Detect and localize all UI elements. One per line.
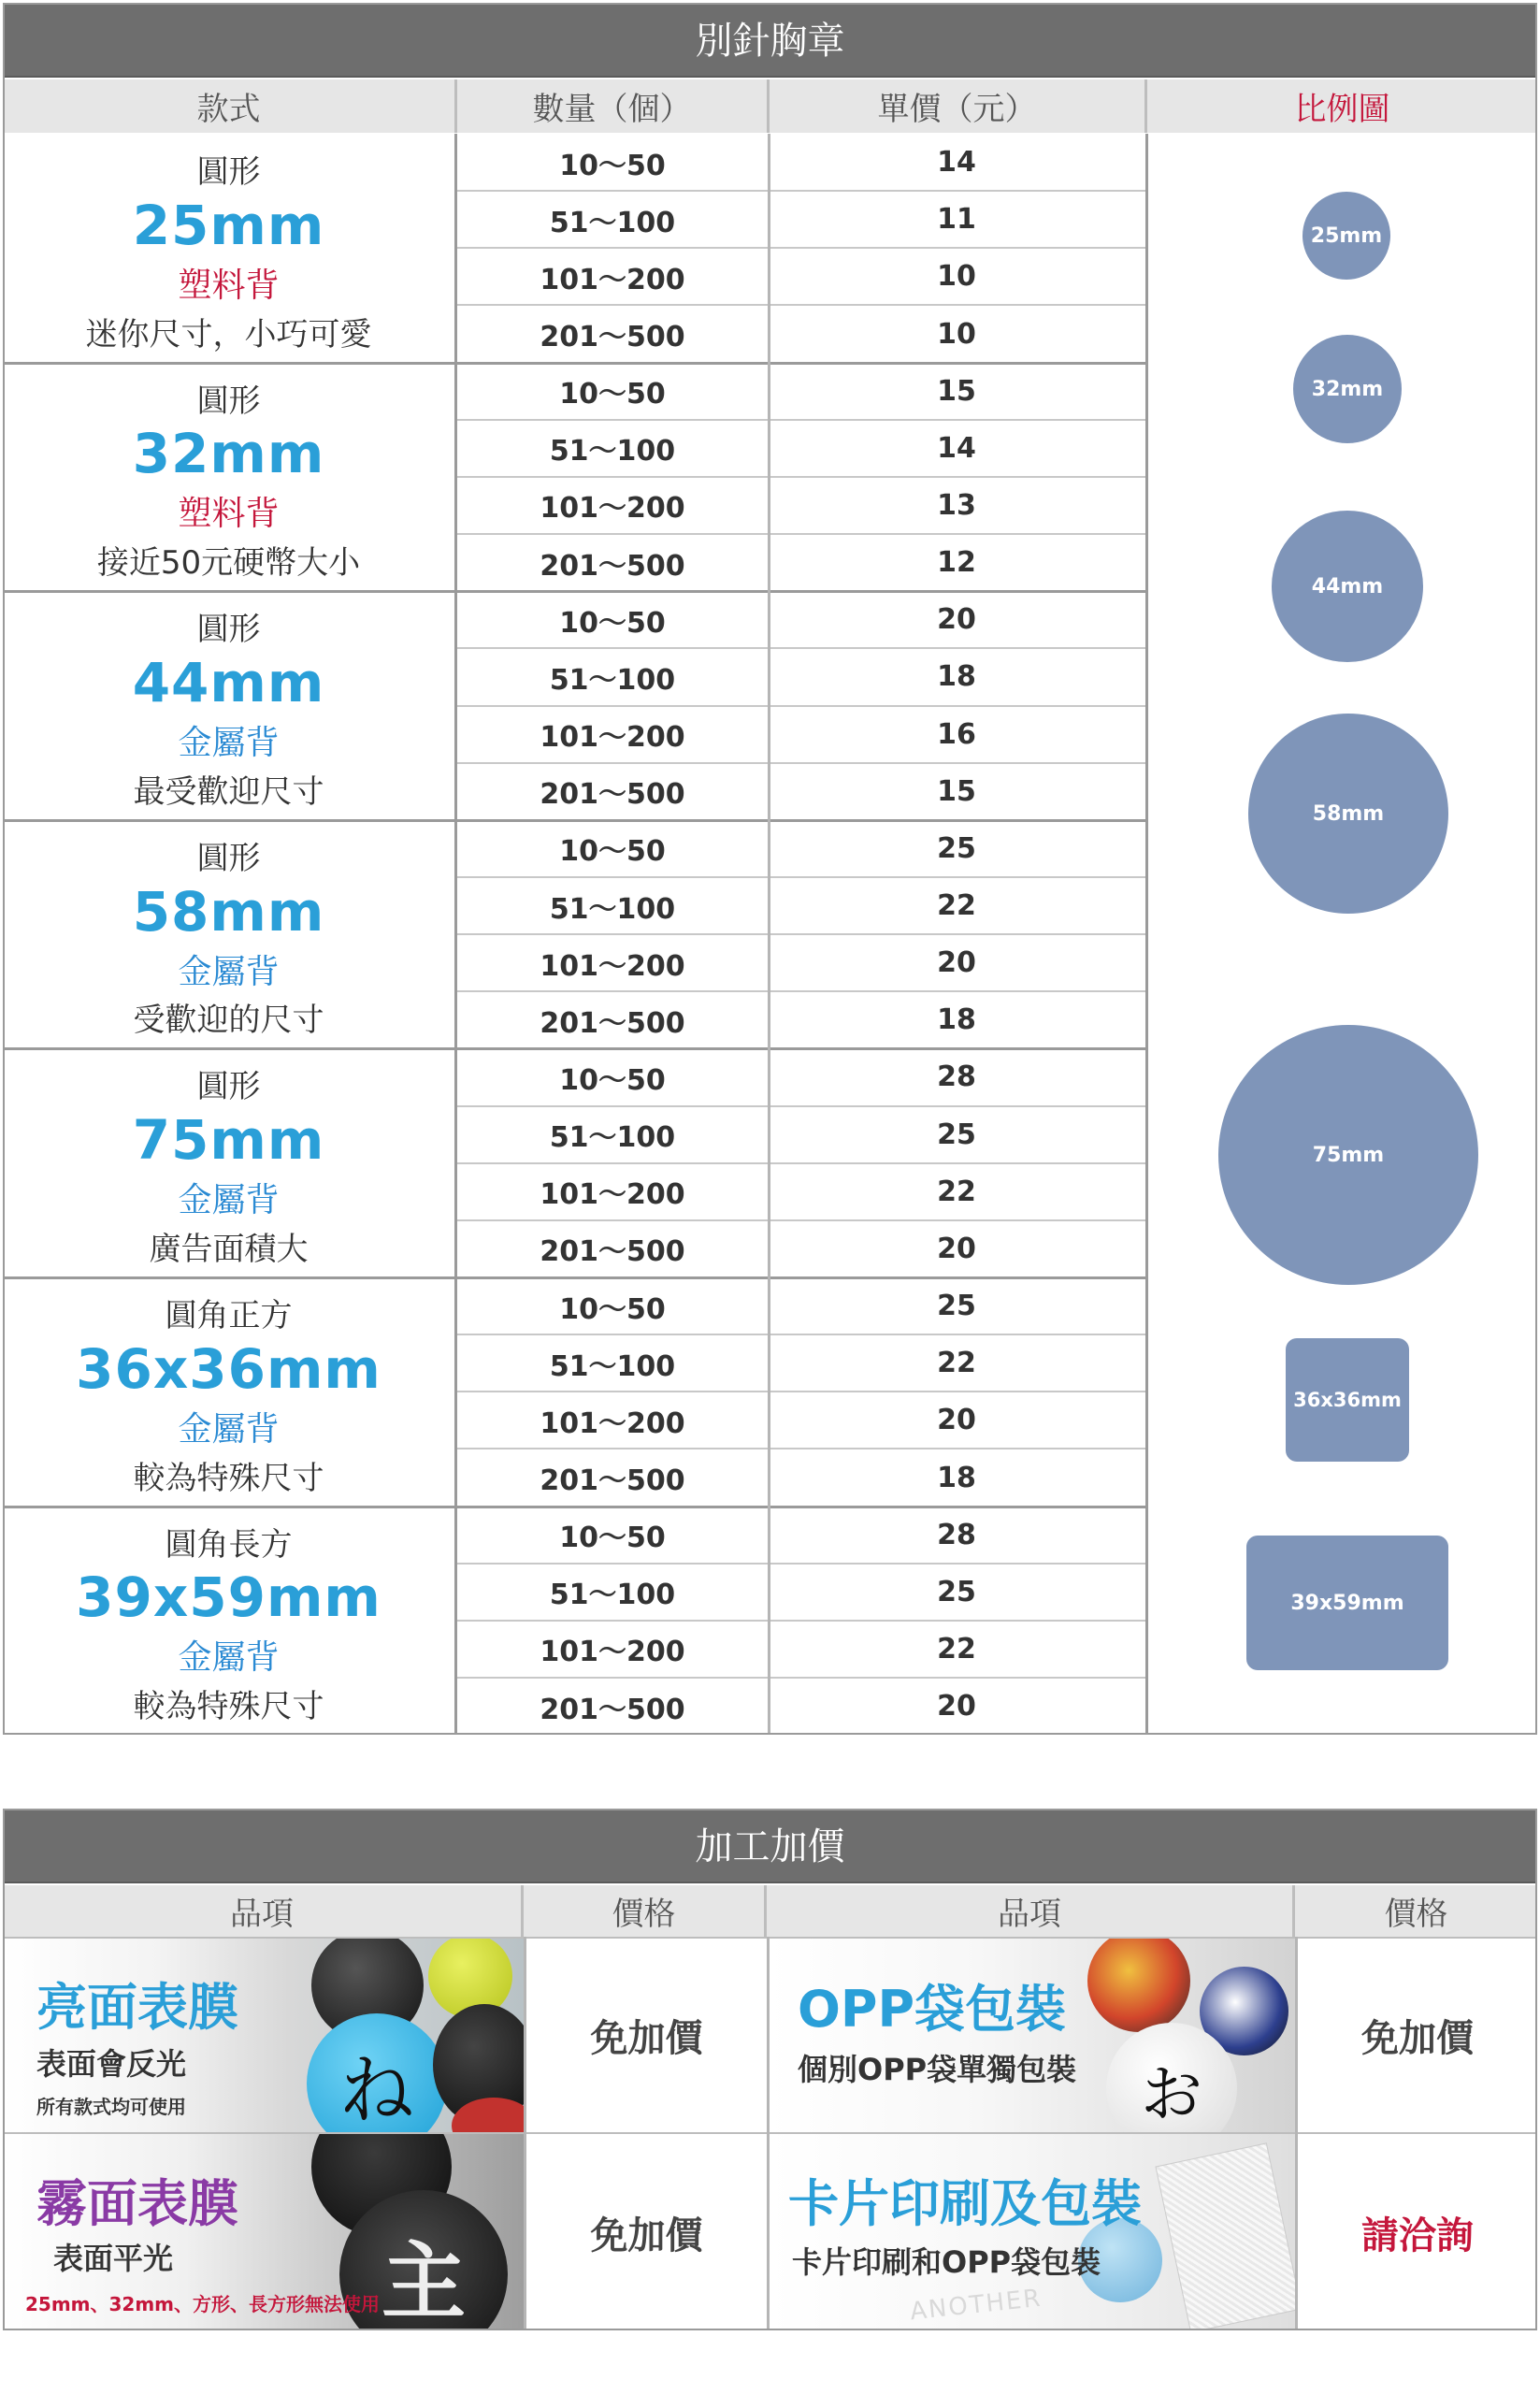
badge-shape: 圓角長方 xyxy=(165,1525,293,1564)
diagram-39x59mm: 39x59mm xyxy=(1246,1536,1448,1670)
tier-divider xyxy=(457,1105,1147,1107)
unit-price: 28 xyxy=(937,1518,976,1551)
badge-back-type: 金屬背 xyxy=(178,1638,280,1678)
badge-back-type: 金屬背 xyxy=(178,952,280,991)
qty-range: 101～200 xyxy=(540,721,685,755)
group-divider xyxy=(3,362,1147,365)
header-item-right: 品項 xyxy=(767,1885,1295,1937)
qty-range: 10～50 xyxy=(559,1063,666,1097)
unit-price: 22 xyxy=(937,1632,976,1666)
qty-range: 101～200 xyxy=(540,1636,685,1669)
group-divider xyxy=(3,590,1147,593)
tier-divider xyxy=(457,647,1147,649)
tier-divider xyxy=(457,933,1147,935)
badge-size: 58mm xyxy=(132,879,325,944)
header-style: 款式 xyxy=(3,79,457,133)
qty-range: 101～200 xyxy=(540,1406,685,1440)
option-glossy-subtitle: 表面會反光 xyxy=(36,2046,187,2082)
header-item-left: 品項 xyxy=(3,1885,524,1937)
diagram-44mm: 44mm xyxy=(1272,511,1423,662)
badge-description: 接近50元硬幣大小 xyxy=(96,544,361,583)
table-title: 別針胸章 xyxy=(3,3,1537,78)
group-divider xyxy=(3,1276,1147,1279)
badge-description: 廣告面積大 xyxy=(149,1231,309,1268)
tier-divider xyxy=(457,1334,1147,1335)
unit-price: 12 xyxy=(937,546,976,580)
badge-price-table xyxy=(3,3,1537,1733)
group-divider xyxy=(3,1047,1147,1050)
unit-price: 25 xyxy=(937,1118,976,1151)
unit-price: 11 xyxy=(937,203,976,237)
diagram-58mm: 58mm xyxy=(1248,714,1448,914)
badge-back-type: 金屬背 xyxy=(178,723,280,762)
header-price-right: 價格 xyxy=(1295,1885,1537,1937)
processing-title: 加工加價 xyxy=(3,1809,1537,1883)
tier-divider xyxy=(457,304,1147,306)
option-matte-title: 霧面表膜 xyxy=(36,2174,238,2233)
badge-description: 較為特殊尺寸 xyxy=(133,1459,324,1497)
badge-photo-matte-main: 主 xyxy=(339,2190,508,2330)
unit-price: 10 xyxy=(937,260,976,294)
diagram-32mm: 32mm xyxy=(1293,335,1402,443)
option-opp-price: 免加價 xyxy=(1361,2017,1474,2060)
qty-range: 101～200 xyxy=(540,492,685,526)
diagram-column xyxy=(1147,134,1537,1735)
diagram-25mm: 25mm xyxy=(1303,192,1390,280)
badge-back-type: 金屬背 xyxy=(178,1181,280,1220)
qty-range: 10～50 xyxy=(559,835,666,869)
badge-photo-blue: ね xyxy=(307,2013,447,2132)
badge-shape: 圓形 xyxy=(196,839,261,877)
unit-price: 20 xyxy=(937,1690,976,1723)
qty-range: 201～500 xyxy=(540,321,685,353)
badge-description: 較為特殊尺寸 xyxy=(133,1688,324,1726)
badge-back-type: 塑料背 xyxy=(178,266,280,305)
style-cell xyxy=(3,1048,454,1277)
unit-price: 22 xyxy=(937,1347,976,1380)
unit-price: 15 xyxy=(937,374,976,408)
option-matte-price: 免加價 xyxy=(590,2214,703,2257)
group-divider xyxy=(3,819,1147,822)
qty-range: 101～200 xyxy=(540,1178,685,1212)
unit-price: 20 xyxy=(937,1232,976,1265)
qty-range: 101～200 xyxy=(540,263,685,296)
style-cell xyxy=(3,134,454,363)
unit-price: 22 xyxy=(937,1175,976,1208)
header-price: 單價（元） xyxy=(770,79,1147,133)
unit-price: 28 xyxy=(937,1060,976,1094)
badge-description: 受歡迎的尺寸 xyxy=(133,1002,324,1040)
badge-description: 最受歡迎尺寸 xyxy=(133,772,324,811)
style-cell xyxy=(3,363,454,592)
option-card-title: 卡片印刷及包裝 xyxy=(788,2174,1142,2233)
unit-price: 25 xyxy=(937,831,976,865)
badge-shape: 圓角正方 xyxy=(165,1296,293,1334)
qty-range: 201～500 xyxy=(540,1464,685,1497)
tier-divider xyxy=(457,1620,1147,1622)
badge-shape: 圓形 xyxy=(196,611,261,649)
option-card-subtitle: 卡片印刷和OPP袋包裝 xyxy=(792,2244,1101,2280)
unit-price: 18 xyxy=(937,1003,976,1037)
option-glossy-note: 所有款式均可使用 xyxy=(36,2096,186,2118)
badge-size: 75mm xyxy=(132,1108,325,1173)
unit-price: 25 xyxy=(937,1290,976,1323)
qty-range: 51～100 xyxy=(549,1579,676,1612)
qty-range: 201～500 xyxy=(540,549,685,583)
option-glossy-title: 亮面表膜 xyxy=(36,1978,238,2037)
unit-price: 20 xyxy=(937,946,976,980)
unit-price: 25 xyxy=(937,1575,976,1608)
tier-divider xyxy=(457,1219,1147,1221)
tier-divider xyxy=(457,1391,1147,1392)
unit-price: 20 xyxy=(937,603,976,637)
tier-divider xyxy=(457,190,1147,192)
qty-range: 51～100 xyxy=(549,1121,676,1155)
badge-shape: 圓形 xyxy=(196,1068,261,1106)
option-matte-note: 25mm、32mm、方形、長方形無法使用 xyxy=(25,2293,381,2315)
header-diagram: 比例圖 xyxy=(1147,79,1537,133)
badge-back-type: 塑料背 xyxy=(178,495,280,534)
qty-range: 10～50 xyxy=(559,1521,666,1555)
tier-divider xyxy=(457,533,1147,535)
unit-price: 18 xyxy=(937,660,976,694)
style-cell xyxy=(3,1507,454,1736)
style-cell xyxy=(3,820,454,1049)
tier-divider xyxy=(457,876,1147,878)
badge-shape: 圓形 xyxy=(196,152,261,191)
qty-range: 10～50 xyxy=(559,378,666,411)
tier-divider xyxy=(457,705,1147,707)
qty-range: 201～500 xyxy=(540,778,685,812)
badge-size: 39x59mm xyxy=(76,1565,381,1630)
option-opp-title: OPP袋包裝 xyxy=(798,1980,1067,2039)
group-divider xyxy=(3,1506,1147,1508)
card-photo-pack xyxy=(1155,2142,1295,2330)
qty-range: 201～500 xyxy=(540,1693,685,1726)
tier-divider xyxy=(457,1563,1147,1565)
badge-photo-white: お xyxy=(1106,2023,1237,2132)
col-divider xyxy=(768,134,770,1735)
tier-divider xyxy=(457,990,1147,992)
tier-divider xyxy=(457,476,1147,478)
tier-divider xyxy=(457,1162,1147,1164)
badge-shape: 圓形 xyxy=(196,382,261,420)
diagram-75mm: 75mm xyxy=(1218,1025,1478,1285)
badge-size: 25mm xyxy=(132,193,325,257)
tier-divider xyxy=(457,419,1147,421)
badge-size: 44mm xyxy=(132,651,325,715)
unit-price: 10 xyxy=(937,317,976,351)
badge-photo-multi xyxy=(1087,1939,1190,2032)
qty-range: 51～100 xyxy=(549,435,676,469)
badge-size: 32mm xyxy=(132,422,325,486)
badge-description: 迷你尺寸，小巧可愛 xyxy=(85,315,372,353)
qty-range: 10～50 xyxy=(559,606,666,640)
tier-divider xyxy=(457,762,1147,764)
qty-range: 51～100 xyxy=(549,663,676,697)
option-card-price: 請洽詢 xyxy=(1361,2214,1474,2257)
unit-price: 15 xyxy=(937,774,976,808)
tier-divider xyxy=(457,1677,1147,1679)
unit-price: 18 xyxy=(937,1461,976,1494)
unit-price: 22 xyxy=(937,889,976,922)
option-opp-subtitle: 個別OPP袋單獨包裝 xyxy=(798,2052,1077,2087)
unit-price: 14 xyxy=(937,146,976,180)
qty-range: 201～500 xyxy=(540,1006,685,1040)
qty-range: 51～100 xyxy=(549,1349,676,1383)
qty-range: 10～50 xyxy=(559,149,666,182)
style-cell xyxy=(3,591,454,820)
diagram-36x36mm: 36x36mm xyxy=(1286,1338,1409,1462)
unit-price: 14 xyxy=(937,431,976,465)
qty-range: 201～500 xyxy=(540,1235,685,1269)
card-photo-brand: ANOTHER xyxy=(908,2284,1043,2327)
qty-range: 101～200 xyxy=(540,949,685,983)
badge-back-type: 金屬背 xyxy=(178,1409,280,1449)
qty-range: 10～50 xyxy=(559,1292,666,1326)
tier-divider xyxy=(457,1448,1147,1449)
tier-divider xyxy=(457,247,1147,249)
badge-size: 36x36mm xyxy=(76,1336,381,1401)
qty-range: 51～100 xyxy=(549,892,676,926)
style-cell xyxy=(3,1277,454,1507)
unit-price: 13 xyxy=(937,488,976,522)
option-glossy-price: 免加價 xyxy=(590,2017,703,2060)
unit-price: 20 xyxy=(937,1404,976,1437)
qty-range: 51～100 xyxy=(549,206,676,239)
option-matte-subtitle: 表面平光 xyxy=(53,2241,174,2276)
unit-price: 16 xyxy=(937,717,976,751)
col-divider xyxy=(454,134,457,1735)
processing-table xyxy=(3,1809,1537,2330)
header-qty: 數量（個） xyxy=(457,79,770,133)
header-price-left: 價格 xyxy=(524,1885,767,1937)
